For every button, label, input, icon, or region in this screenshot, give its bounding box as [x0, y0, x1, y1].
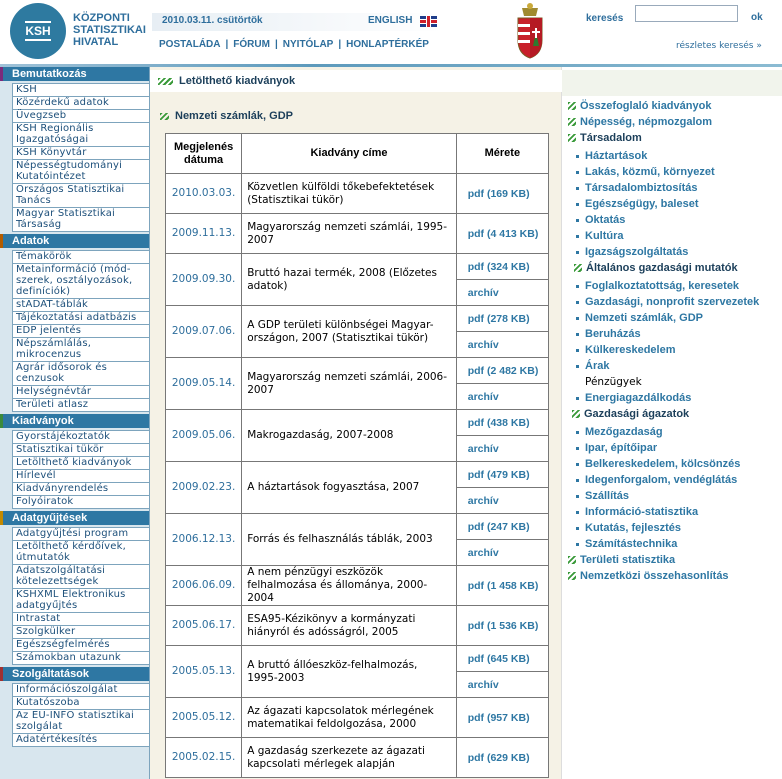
bullet-dot-icon — [576, 495, 579, 498]
table-row — [166, 214, 549, 254]
pdf-download-link[interactable]: pdf (645 KB) — [456, 646, 548, 672]
sidebar-item[interactable]: EDP jelentés — [13, 325, 149, 338]
bullet-dot-icon — [576, 235, 579, 238]
category-link[interactable] — [576, 490, 629, 502]
stripes-icon — [568, 102, 576, 110]
archive-link[interactable]: archív — [456, 488, 548, 514]
stripes-icon — [572, 410, 580, 418]
section-title-text: Nemzeti számlák, GDP — [175, 110, 293, 122]
top-navigation — [154, 39, 434, 50]
sidebar-item[interactable]: Üvegzseb — [13, 110, 149, 123]
category-label: Pénzügyek — [585, 376, 642, 388]
category-label: Idegenforgalom, vendéglátás — [585, 474, 738, 486]
category-link[interactable] — [576, 506, 698, 518]
sidebar-item[interactable]: Gyorstájékoztatók — [13, 431, 149, 444]
sidebar-item[interactable]: Számokban utazunk — [13, 652, 149, 665]
category-label: Igazságszolgáltatás — [585, 246, 689, 258]
top-nav-item[interactable]: HONLAPTÉRKÉP — [346, 39, 429, 50]
publication-title: A háztartások fogyasztása, 2007 — [242, 462, 457, 514]
category-label: Összefoglaló kiadványok — [580, 100, 712, 112]
publication-title: Közvetlen külföldi tőkebefektetések (Statisztikai tükör) — [242, 174, 457, 214]
category-link[interactable] — [576, 360, 609, 372]
bullet-dot-icon — [576, 301, 579, 304]
category-label: Mezőgazdaság — [585, 426, 663, 438]
bullet-dot-icon — [576, 333, 579, 336]
sidebar-item[interactable]: stADAT-táblák — [13, 299, 149, 312]
pdf-download-link[interactable]: pdf (278 KB) — [456, 306, 548, 332]
sidebar-item[interactable]: Adatértékesítés — [13, 734, 149, 747]
sidebar-list — [12, 250, 149, 412]
sidebar-section-header[interactable]: Adatgyűjtések — [0, 511, 149, 525]
publication-title: ESA95-Kézikönyv a kormányzati hiányról és adósságról, 2005 — [242, 606, 457, 646]
publication-date: 2009.05.06. — [166, 410, 242, 462]
category-link[interactable] — [576, 246, 688, 258]
category-link[interactable] — [576, 538, 677, 550]
date-bar — [152, 13, 442, 31]
current-date: 2010.03.11. csütörtök — [162, 15, 263, 26]
category-link[interactable] — [576, 214, 625, 226]
header-title: Kiadvány címe — [242, 134, 457, 174]
sidebar-item[interactable]: KSH Könyvtár — [13, 147, 149, 160]
pdf-download-link[interactable]: pdf (4 413 KB) — [456, 214, 548, 254]
category-link[interactable] — [576, 312, 703, 324]
category-link[interactable] — [576, 280, 739, 292]
table-row — [166, 698, 549, 738]
bullet-dot-icon — [576, 187, 579, 190]
table-row — [166, 410, 549, 436]
sidebar-item[interactable]: Témakörök — [13, 251, 149, 264]
sidebar-item[interactable]: Az EU-INFO statisztikai szolgálat — [13, 710, 149, 734]
sidebar-section-header[interactable]: Bemutatkozás — [0, 67, 149, 81]
publication-title: Az ágazati kapcsolatok mérlegének matematikai feldolgozása, 2000 — [242, 698, 457, 738]
table-row — [166, 738, 549, 778]
category-label: Lakás, közmű, környezet — [585, 166, 715, 178]
sidebar-section-header[interactable]: Adatok — [0, 234, 149, 248]
top-nav-item[interactable]: NYITÓLAP — [282, 39, 334, 50]
pdf-download-link[interactable]: pdf (324 KB) — [456, 254, 548, 280]
category-label: Egészségügy, baleset — [585, 198, 699, 210]
coat-of-arms-icon — [512, 2, 548, 60]
table-row — [166, 358, 549, 384]
ksh-logo[interactable] — [10, 3, 150, 59]
table-row — [166, 566, 549, 606]
category-link[interactable] — [576, 344, 676, 356]
category-link[interactable] — [568, 100, 711, 112]
sidebar-item[interactable]: Helységnévtár — [13, 386, 149, 399]
sidebar-item[interactable]: KSHXML Elektronikus adatgyűjtés — [13, 589, 149, 613]
bullet-dot-icon — [576, 479, 579, 482]
stripes-icon — [158, 78, 173, 85]
category-link[interactable] — [576, 150, 647, 162]
logo-text: KÖZPONTI STATISZTIKAI HIVATAL — [73, 12, 146, 48]
publication-date: 2009.11.13. — [166, 214, 242, 254]
publication-title: Forrás és felhasználás táblák, 2003 — [242, 514, 457, 566]
archive-link[interactable]: archív — [456, 332, 548, 358]
pdf-download-link[interactable]: pdf (2 482 KB) — [456, 358, 548, 384]
nav-separator: | — [225, 39, 229, 50]
stripes-icon — [574, 264, 582, 272]
sidebar-item[interactable]: Szolgkülker — [13, 626, 149, 639]
publications-table — [165, 133, 549, 778]
bullet-dot-icon — [576, 527, 579, 530]
pdf-download-link[interactable]: pdf (169 KB) — [456, 174, 548, 214]
publication-title: A nem pénzügyi eszközök felhalmozása és állománya, 2000-2004 — [242, 566, 457, 606]
category-link[interactable] — [576, 474, 737, 486]
right-sidebar — [562, 67, 782, 779]
category-label: Gazdasági, nonprofit szervezetek — [585, 296, 760, 308]
category-label: Külkereskedelem — [585, 344, 676, 356]
category-label: Ipar, építőipar — [585, 442, 658, 454]
pdf-download-link[interactable]: pdf (438 KB) — [456, 410, 548, 436]
pdf-download-link[interactable]: pdf (1 458 KB) — [456, 566, 548, 606]
sidebar-list — [12, 430, 149, 509]
sidebar-item[interactable]: Intrastat — [13, 613, 149, 626]
bullet-dot-icon — [576, 219, 579, 222]
category-link[interactable] — [568, 554, 675, 566]
english-link[interactable]: ENGLISH — [368, 15, 413, 26]
category-link[interactable] — [568, 116, 712, 128]
category-label: Területi statisztika — [580, 554, 676, 566]
table-row — [166, 306, 549, 332]
publication-date: 2005.06.17. — [166, 606, 242, 646]
publication-title: A bruttó állóeszköz-felhalmozás, 1995-2003 — [242, 646, 457, 698]
category-link[interactable] — [576, 426, 663, 438]
category-label: Belkereskedelem, kölcsönzés — [585, 458, 741, 470]
nav-separator: | — [338, 39, 342, 50]
bullet-dot-icon — [576, 285, 579, 288]
category-link[interactable] — [568, 132, 642, 144]
section-title — [160, 110, 293, 122]
category-label: Háztartások — [585, 150, 648, 162]
sidebar-item[interactable]: Kutatószoba — [13, 697, 149, 710]
logo-mark: KSH — [10, 3, 66, 59]
bullet-dot-icon — [576, 349, 579, 352]
pdf-download-link[interactable]: pdf (629 KB) — [456, 738, 548, 778]
category-label: Kultúra — [585, 230, 624, 242]
bullet-dot-icon — [576, 543, 579, 546]
top-nav-item[interactable]: POSTALÁDA — [159, 39, 221, 50]
category-link[interactable] — [576, 328, 641, 340]
publication-date: 2009.05.14. — [166, 358, 242, 410]
category-label: Foglalkoztatottság, keresetek — [585, 280, 740, 292]
category-label: Nemzeti számlák, GDP — [585, 312, 703, 324]
category-label: Népesség, népmozgalom — [580, 116, 713, 128]
sidebar-item[interactable]: Agrár idősorok és cenzusok — [13, 362, 149, 386]
pdf-download-link[interactable]: pdf (247 KB) — [456, 514, 548, 540]
table-row — [166, 462, 549, 488]
sidebar-list — [12, 527, 149, 665]
bullet-dot-icon — [576, 463, 579, 466]
table-row — [166, 514, 549, 540]
sidebar-list — [12, 683, 149, 747]
bullet-dot-icon — [576, 511, 579, 514]
sidebar-item[interactable]: Adatgyűjtési program — [13, 528, 149, 541]
sidebar-item[interactable]: Kiadványrendelés — [13, 483, 149, 496]
stripes-icon — [160, 113, 169, 120]
category-label: Társadalombiztosítás — [585, 182, 698, 194]
sidebar-section-header[interactable]: Kiadványok — [0, 414, 149, 428]
category-link[interactable] — [576, 166, 715, 178]
search-ok-button[interactable]: ok — [751, 12, 763, 23]
publication-date: 2005.05.13. — [166, 646, 242, 698]
bullet-dot-icon — [576, 365, 579, 368]
category-link[interactable] — [572, 408, 689, 420]
sidebar-item[interactable]: Területi atlasz — [13, 399, 149, 412]
right-sidebar-band — [562, 70, 782, 96]
page-title: Letölthető kiadványok — [179, 75, 296, 87]
category-label: Gazdasági ágazatok — [584, 408, 690, 420]
sidebar-section-header[interactable]: Szolgáltatások — [0, 667, 149, 681]
category-label: Kutatás, fejlesztés — [585, 522, 681, 534]
publication-title: Makrogazdaság, 2007-2008 — [242, 410, 457, 462]
category-link[interactable] — [568, 570, 729, 582]
bullet-dot-icon — [576, 397, 579, 400]
sidebar-item[interactable]: KSH — [13, 84, 149, 97]
sidebar-item[interactable]: Folyóiratok — [13, 496, 149, 509]
search-input[interactable] — [635, 5, 738, 22]
bullet-dot-icon — [576, 251, 579, 254]
stripes-icon — [568, 118, 576, 126]
category-link[interactable] — [576, 376, 642, 388]
stripes-icon — [568, 134, 576, 142]
stripes-icon — [568, 556, 576, 564]
publication-date: 2010.03.03. — [166, 174, 242, 214]
sidebar-item[interactable]: Egészségfelmérés — [13, 639, 149, 652]
category-link[interactable] — [576, 198, 699, 210]
publication-date: 2005.02.15. — [166, 738, 242, 778]
archive-link[interactable]: archív — [456, 280, 548, 306]
category-label: Energiagazdálkodás — [585, 392, 692, 404]
category-link[interactable] — [576, 296, 759, 308]
category-label: Információ-statisztika — [585, 506, 699, 518]
stripes-icon — [568, 572, 576, 580]
category-link[interactable] — [576, 230, 624, 242]
publication-date: 2009.07.06. — [166, 306, 242, 358]
pdf-download-link[interactable]: pdf (1 536 KB) — [456, 606, 548, 646]
sidebar-item[interactable]: Népszámlálás, mikrocenzus — [13, 338, 149, 362]
sidebar-item[interactable]: Metainformáció (mód-szerek, osztályozások, definíciók) — [13, 264, 149, 299]
publication-title: Magyarország nemzeti számlái, 1995-2007 — [242, 214, 457, 254]
bullet-dot-icon — [576, 171, 579, 174]
category-link[interactable] — [576, 392, 691, 404]
category-label: Árak — [585, 360, 610, 372]
archive-link[interactable]: archív — [456, 436, 548, 462]
category-link[interactable] — [576, 458, 740, 470]
table-row — [166, 606, 549, 646]
sidebar-item[interactable]: Adatszolgáltatási kötelezettségek — [13, 565, 149, 589]
nav-separator: | — [274, 39, 278, 50]
table-row — [166, 174, 549, 214]
publication-title: A GDP területi különbségei Magyar-országon, 2007 (Statisztikai tükör) — [242, 306, 457, 358]
header-size: Mérete — [456, 134, 548, 174]
pdf-download-link[interactable]: pdf (957 KB) — [456, 698, 548, 738]
publication-date: 2009.02.23. — [166, 462, 242, 514]
left-sidebar — [0, 67, 150, 779]
sidebar-item[interactable]: Statisztikai tükör — [13, 444, 149, 457]
archive-link[interactable]: archív — [456, 672, 548, 698]
uk-flag-icon[interactable] — [420, 16, 437, 27]
category-link[interactable] — [574, 262, 738, 274]
publication-title: Bruttó hazai termék, 2008 (Előzetes adatok) — [242, 254, 457, 306]
sidebar-item[interactable]: Hírlevél — [13, 470, 149, 483]
sidebar-item[interactable]: Letölthető kérdőívek, útmutatók — [13, 541, 149, 565]
sidebar-item[interactable]: Népességtudományi Kutatóintézet — [13, 160, 149, 184]
sidebar-list — [12, 83, 149, 232]
category-label: Oktatás — [585, 214, 626, 226]
bullet-dot-icon — [576, 431, 579, 434]
header-date: Megjelenés dátuma — [166, 134, 242, 174]
category-label: Társadalom — [580, 132, 642, 144]
table-row — [166, 254, 549, 280]
publication-date: 2006.12.13. — [166, 514, 242, 566]
site-header — [0, 0, 782, 64]
publication-title: A gazdaság szerkezete az ágazati kapcsolati mérlegek alapján — [242, 738, 457, 778]
category-link[interactable] — [576, 182, 697, 194]
sidebar-item[interactable]: Országos Statisztikai Tanács — [13, 184, 149, 208]
category-link[interactable] — [576, 442, 657, 454]
pdf-download-link[interactable]: pdf (479 KB) — [456, 462, 548, 488]
search-label: keresés — [586, 13, 624, 24]
sidebar-item[interactable]: Közérdekű adatok — [13, 97, 149, 110]
bullet-dot-icon — [576, 155, 579, 158]
category-label: Szállítás — [585, 490, 630, 502]
category-label: Beruházás — [585, 328, 641, 340]
bullet-dot-icon — [576, 447, 579, 450]
main-content — [150, 67, 562, 779]
sidebar-item[interactable]: Tájékoztatási adatbázis — [13, 312, 149, 325]
bullet-dot-icon — [576, 203, 579, 206]
bullet-dot-icon — [576, 317, 579, 320]
archive-link[interactable]: archív — [456, 540, 548, 566]
sidebar-item[interactable]: Információszolgálat — [13, 684, 149, 697]
sidebar-item[interactable]: Letölthető kiadványok — [13, 457, 149, 470]
page-title-bar — [150, 70, 562, 92]
sidebar-item[interactable]: Magyar Statisztikai Társaság — [13, 208, 149, 232]
publication-date: 2009.09.30. — [166, 254, 242, 306]
publication-date: 2006.06.09. — [166, 566, 242, 606]
publication-date: 2005.05.12. — [166, 698, 242, 738]
category-label: Nemzetközi összehasonlítás — [580, 570, 729, 582]
top-nav-item[interactable]: FÓRUM — [233, 39, 270, 50]
category-label: Általános gazdasági mutatók — [586, 262, 738, 274]
category-label: Számítástechnika — [585, 538, 678, 550]
publication-title: Magyarország nemzeti számlái, 2006-2007 — [242, 358, 457, 410]
archive-link[interactable]: archív — [456, 384, 548, 410]
category-link[interactable] — [576, 522, 681, 534]
table-row — [166, 646, 549, 672]
advanced-search-link[interactable]: részletes keresés » — [676, 41, 762, 51]
sidebar-item[interactable]: KSH Regionális Igazgatóságai — [13, 123, 149, 147]
